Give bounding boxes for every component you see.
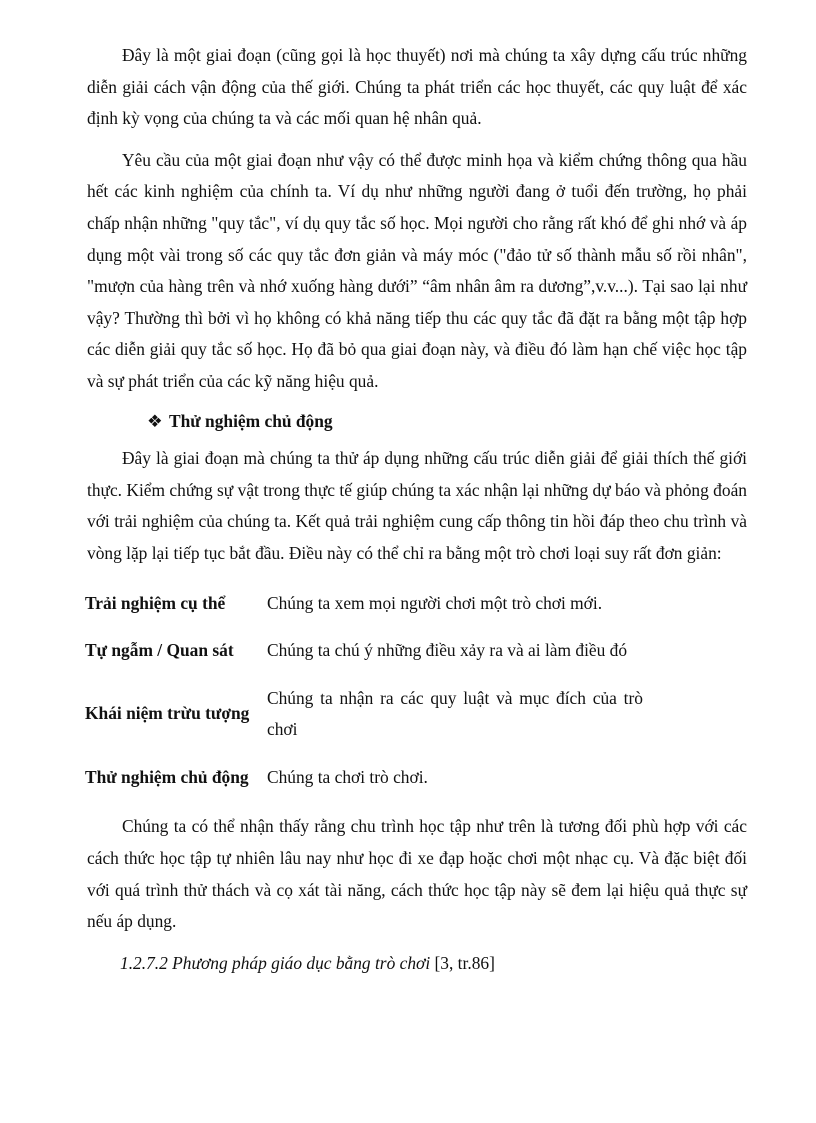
diamond-bullet-icon: ❖: [147, 410, 163, 431]
table-description: Chúng ta xem mọi người chơi một trò chơi mới.: [267, 592, 603, 613]
table-term: Khái niệm trừu tượng: [85, 703, 250, 724]
citation-reference: [3, tr.86]: [430, 952, 495, 973]
section-heading: [147, 406, 747, 438]
table-term: Tự ngẫm / Quan sát: [85, 640, 234, 661]
subsection-title: 1.2.7.2 Phương pháp giáo dục bằng trò chơi: [120, 952, 431, 973]
table-description: Chúng ta chú ý những điều xảy ra và ai làm điều đó: [267, 640, 628, 661]
table-term: Trải nghiệm cụ thể: [85, 592, 226, 613]
paragraph-theory: Đây là một giai đoạn (cũng gọi là học thuyết) nơi mà chúng ta xây dựng cấu trúc những diễn giải cách vận động của thế giới. Chúng ta phát triển các học thuyết, các quy luật để xác định kỳ vọng của chúng ta và các mối quan hệ nhân quả.: [87, 45, 747, 129]
table-description: Chúng ta nhận ra các quy luật và mục đích của trò chơi: [267, 687, 643, 740]
table-row: [85, 675, 643, 754]
paragraph-conclusion: Chúng ta có thể nhận thấy rằng chu trình học tập như trên là tương đối phù hợp với các cách thức học tập tự nhiên lâu nay như học đi xe đạp hoặc chơi một nhạc cụ. Và đặc biệt đối với quá trình thử thách và cọ xát tài năng, cách thức học tập này sẽ đem lại hiệu quả thực sự nếu áp dụng.: [87, 816, 747, 932]
section-heading-text: Thử nghiệm chủ động: [169, 410, 333, 431]
table-row: [85, 627, 643, 675]
subsection-caption: [120, 948, 747, 980]
document-page: [87, 40, 747, 979]
paragraph-active-experimentation: Đây là giai đoạn mà chúng ta thử áp dụng những cấu trúc diễn giải để giải thích thế giới thực. Kiểm chứng sự vật trong thực tế giúp chúng ta xác nhận lại những dự báo và phỏng đoán với trải nghiệm của chúng ta. Kết quả trải nghiệm cung cấp thông tin hồi đáp theo chu trình và vòng lặp lại tiếp tục bắt đầu. Điều này có thể chỉ ra bằng một trò chơi loại suy rất đơn giản:: [87, 448, 747, 563]
table-description: Chúng ta chơi trò chơi.: [267, 766, 428, 787]
table-row: [85, 754, 643, 802]
learning-cycle-table: [85, 580, 643, 802]
paragraph-rules-example: Yêu cầu của một giai đoạn như vậy có thể được minh họa và kiểm chứng thông qua hầu hết các kinh nghiệm của chính ta. Ví dụ như những người đang ở tuổi đến trường, họ phải chấp nhận những "quy tắc", ví dụ quy tắc số học. Mọi người cho rằng rất khó để ghi nhớ và áp dụng một vài trong số các quy tắc đơn giản và máy móc ("đảo tử số thành mẫu số rồi nhân", "mượn của hàng trên và nhớ xuống hàng dưới” “âm nhân âm ra dương”,v.v...). Tại sao lại như vậy? Thường thì bởi vì họ không có khả năng tiếp thu các quy tắc đã đặt ra bằng một tập hợp các diễn giải quy tắc số học. Họ đã bỏ qua giai đoạn này, và điều đó làm hạn chế việc học tập và sự phát triển của các kỹ năng hiệu quả.: [87, 149, 747, 391]
table-row: [85, 580, 643, 628]
table-term: Thử nghiệm chủ động: [85, 766, 249, 787]
